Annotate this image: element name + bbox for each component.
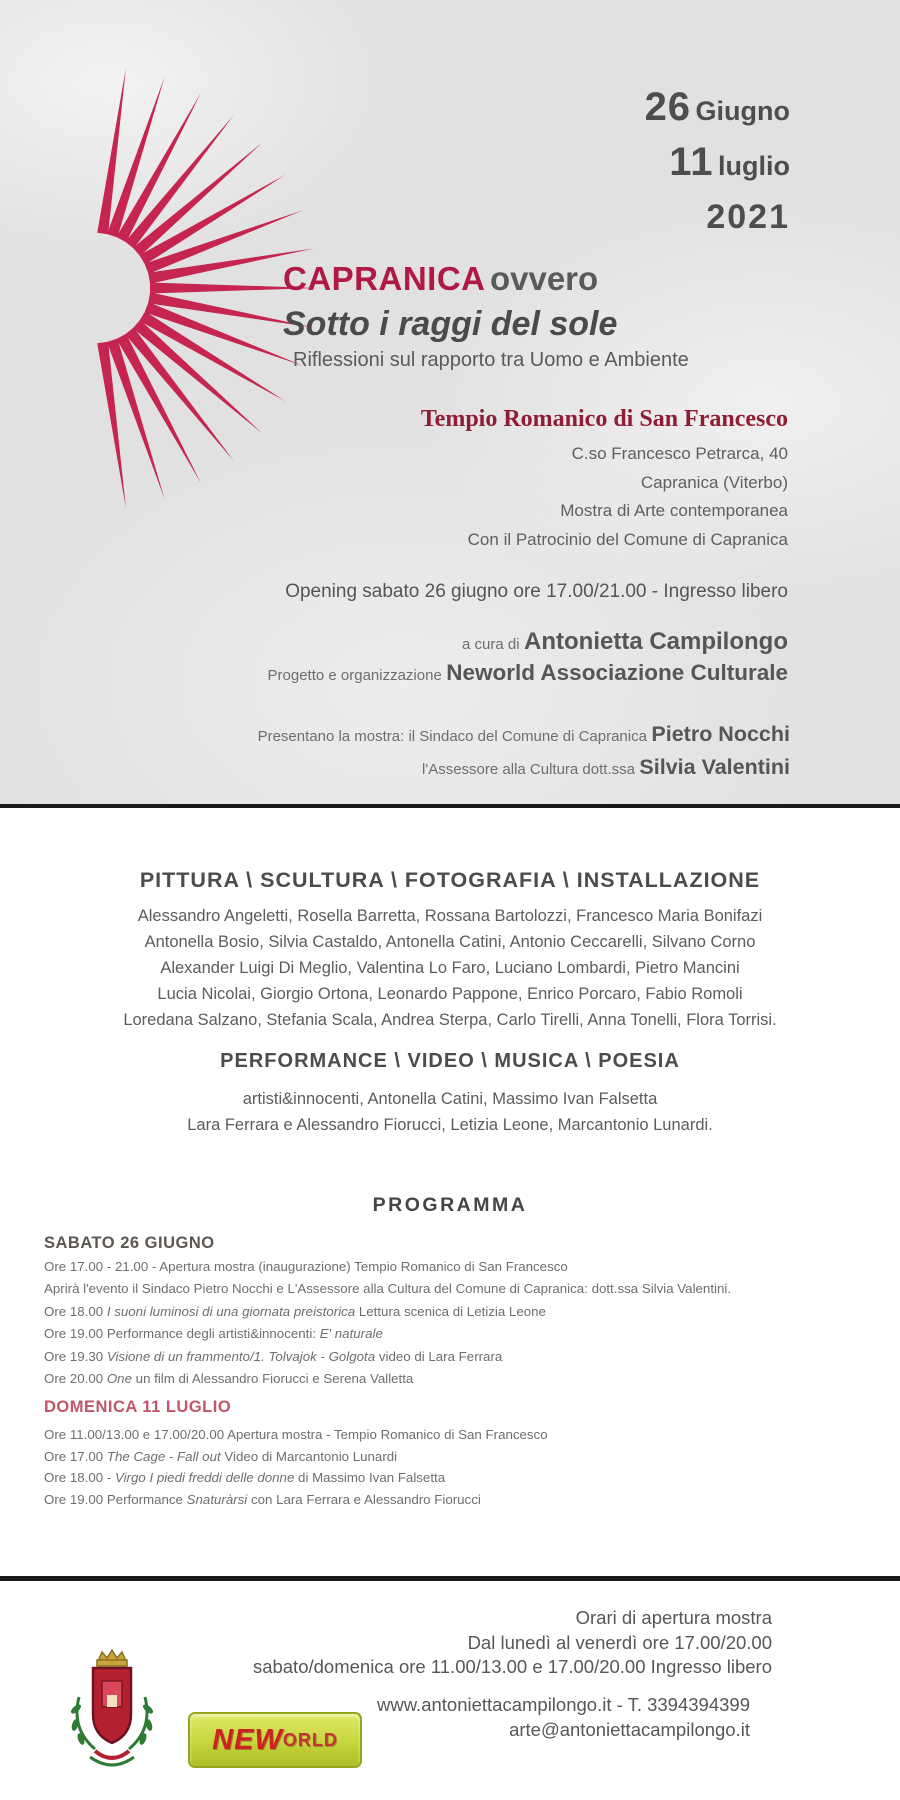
date-block <box>645 84 790 240</box>
title-block <box>283 260 689 372</box>
program-event-line: Aprirà l'evento il Sindaco Pietro Nocchi e L'Assessore alla Cultura del Comune di Capranica: dott.ssa Silvia Valentini. <box>44 1281 732 1297</box>
text-line: arte@antoniettacampilongo.it <box>509 1719 750 1740</box>
neworld-logo-text-big: NEW <box>212 1723 283 1756</box>
presenter-prefix: l'Assessore alla Cultura dott.ssa <box>422 761 635 778</box>
section-heading-performance: PERFORMANCE \ VIDEO \ MUSICA \ POESIA <box>220 1050 680 1072</box>
venue-address-lines <box>421 440 788 554</box>
title-connector: ovvero <box>489 260 599 297</box>
text-line: sabato/domenica ore 11.00/13.00 e 17.00/20.00 Ingresso libero <box>252 1656 772 1677</box>
program-event-line: Ore 19.00 Performance Snaturàrsi con Lara Ferrara e Alessandro Fiorucci <box>44 1491 481 1507</box>
program-event-line: Ore 19.00 Performance degli artisti&innocenti: E' naturale <box>44 1326 383 1342</box>
neworld-logo-text-small: ORLD <box>282 1729 338 1750</box>
program-event-line: Ore 19.30 Visione di un frammento/1. Tolvajok - Golgota video di Lara Ferrara <box>44 1348 503 1364</box>
venue-name: Tempio Romanico di San Francesco <box>420 406 788 432</box>
performance-artists-list <box>0 1086 900 1138</box>
program-day-sunday-events <box>44 1424 874 1510</box>
program-event-line: Ore 17.00 - 21.00 - Apertura mostra (inaugurazione) Tempio Romanico di San Francesco <box>44 1259 568 1274</box>
date-day-1: 26 <box>644 85 692 129</box>
presenter-line-councillor <box>422 755 790 780</box>
capranica-coat-of-arms <box>62 1638 162 1790</box>
program-event-line: Ore 18.00 - Virgo I piedi freddi delle donne di Massimo Ivan Falsetta <box>44 1470 446 1485</box>
text-line: Orari di apertura mostra <box>575 1607 772 1628</box>
presenter-name: Silvia Valentini <box>639 755 790 779</box>
divider-bottom <box>0 1576 900 1581</box>
date-month-2: luglio <box>718 151 790 181</box>
text-line: Con il Patrocinio del Comune di Capranica <box>467 529 788 549</box>
program-event-line: Ore 11.00/13.00 e 17.00/20.00 Apertura mostra - Tempio Romanico di San Francesco <box>44 1427 548 1442</box>
divider-top <box>0 804 900 808</box>
sun-ray <box>116 93 201 242</box>
curator-name: Antonietta Campilongo <box>524 628 788 655</box>
title-main: CAPRANICA <box>283 260 486 297</box>
text-line: Lucia Nicolai, Giorgio Ortona, Leonardo Pappone, Enrico Porcaro, Fabio Romoli <box>157 985 743 1003</box>
text-line: Dal lunedì al venerdì ore 17.00/20.00 <box>467 1631 772 1653</box>
program-heading: PROGRAMMA <box>372 1194 528 1216</box>
organization-name: Neworld Associazione Culturale <box>446 660 788 685</box>
text-line: www.antoniettacampilongo.it - T. 3394394399 <box>377 1694 750 1715</box>
sunburst-rays-icon <box>0 60 320 520</box>
venue-block <box>421 406 788 554</box>
date-day-2: 11 <box>669 140 714 184</box>
opening-hours-block <box>253 1606 772 1680</box>
neworld-logo <box>188 1712 362 1768</box>
text-line: Lara Ferrara e Alessandro Fiorucci, Letizia Leone, Marcantonio Lunardi. <box>187 1116 713 1134</box>
opening-info: Opening sabato 26 giugno ore 17.00/21.00 - Ingresso libero <box>285 581 788 602</box>
contact-block <box>377 1692 750 1742</box>
section-heading-visual-arts: PITTURA \ SCULTURA \ FOTOGRAFIA \ INSTALLAZIONE <box>139 868 761 892</box>
organization-line <box>268 660 788 686</box>
title-tagline: Riflessioni sul rapporto tra Uomo e Ambiente <box>293 349 689 371</box>
program-day-saturday-title: SABATO 26 GIUGNO <box>44 1234 215 1252</box>
visual-artists-list <box>0 903 900 1033</box>
organization-prefix: Progetto e organizzazione <box>267 667 442 684</box>
date-line-1 <box>645 84 790 139</box>
text-line: artisti&innocenti, Antonella Catini, Massimo Ivan Falsetta <box>242 1090 658 1108</box>
text-line: Alessandro Angeletti, Rosella Barretta, Rossana Bartolozzi, Francesco Maria Bonifazi <box>137 907 763 925</box>
date-year: 2021 <box>706 198 790 236</box>
curator-line <box>462 628 788 656</box>
program-event-line: Ore 20.00 One un film di Alessandro Fiorucci e Serena Valletta <box>44 1371 414 1387</box>
title-subtitle: Sotto i raggi del sole <box>283 305 618 343</box>
text-line: C.so Francesco Petrarca, 40 <box>571 444 788 463</box>
presenter-prefix: Presentano la mostra: il Sindaco del Comune di Capranica <box>257 728 647 745</box>
title-line <box>283 260 689 298</box>
text-line: Alexander Luigi Di Meglio, Valentina Lo Faro, Luciano Lombardi, Pietro Mancini <box>160 959 740 977</box>
sun-ray <box>116 334 201 483</box>
text-line: Loredana Salzano, Stefania Scala, Andrea Sterpa, Carlo Tirelli, Anna Tonelli, Flora Torrisi. <box>123 1011 777 1029</box>
text-line: Capranica (Viterbo) <box>640 472 788 492</box>
text-line: Mostra di Arte contemporanea <box>560 501 788 520</box>
program-day-saturday-events <box>44 1256 874 1390</box>
curator-prefix: a cura di <box>462 636 520 653</box>
presenter-line-mayor <box>258 722 790 747</box>
program-event-line: Ore 18.00 I suoni luminosi di una giornata preistorica Lettura scenica di Letizia Leone <box>44 1303 546 1319</box>
presenter-name: Pietro Nocchi <box>651 722 790 746</box>
date-line-2 <box>645 139 790 194</box>
text-line: Antonella Bosio, Silvia Castaldo, Antonella Catini, Antonio Ceccarelli, Silvano Corno <box>144 933 756 951</box>
program-day-sunday-title: DOMENICA 11 LUGLIO <box>44 1398 232 1416</box>
date-month-1: Giugno <box>695 96 790 126</box>
program-event-line: Ore 17.00 The Cage - Fall out Video di Marcantonio Lunardi <box>44 1448 398 1464</box>
